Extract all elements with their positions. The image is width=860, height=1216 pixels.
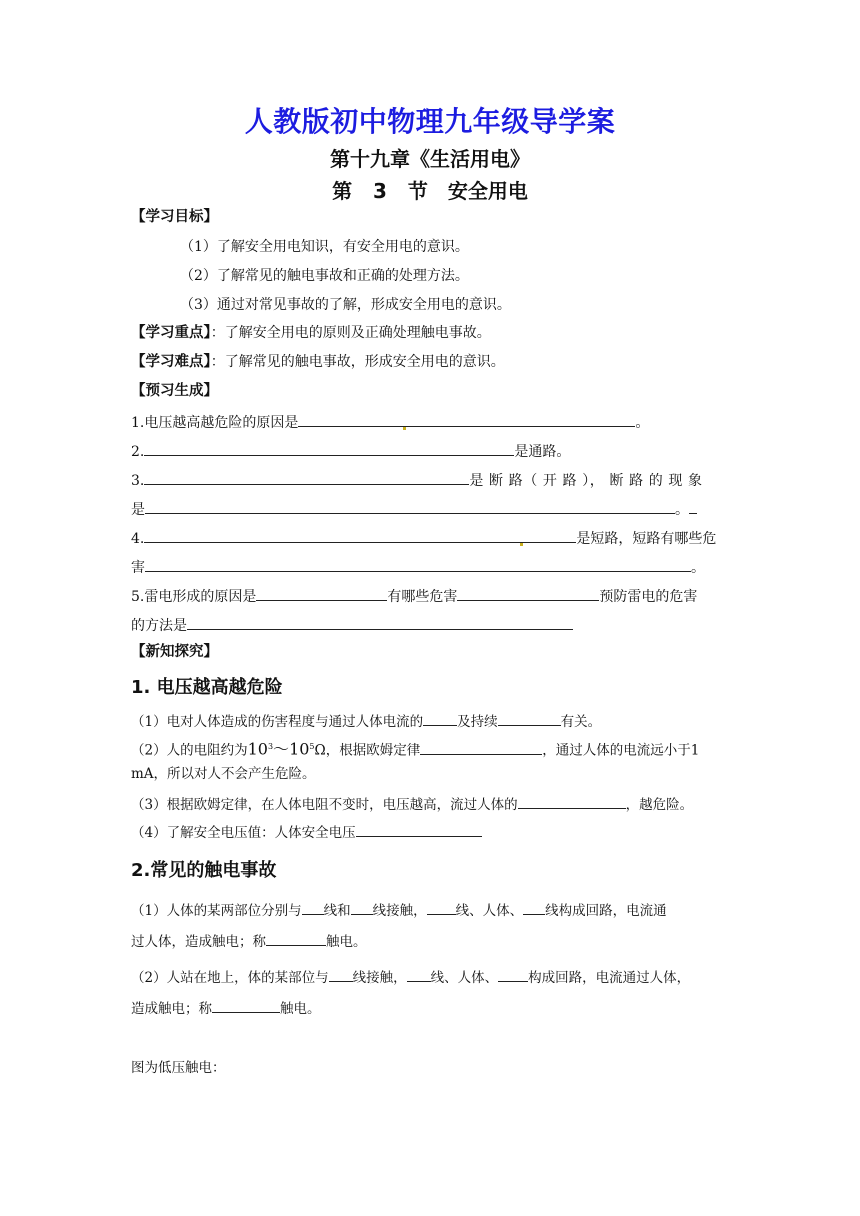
item-text: 线、人体、 bbox=[430, 970, 499, 986]
explore-item-2 bbox=[131, 737, 699, 761]
question-text: 2. bbox=[131, 444, 145, 460]
explore-item-1 bbox=[131, 709, 601, 732]
goal-item: （1）了解安全用电知识，有安全用电的意识。 bbox=[180, 239, 469, 255]
chapter-title: 第十九章《生活用电》 bbox=[330, 147, 530, 171]
answer-blank[interactable] bbox=[266, 929, 326, 946]
answer-blank[interactable] bbox=[187, 613, 573, 630]
explore-item-3 bbox=[131, 792, 693, 815]
answer-blank[interactable] bbox=[329, 965, 353, 982]
question-text: 4. bbox=[131, 531, 145, 547]
preview-header: 【预习生成】 bbox=[131, 383, 218, 399]
item-text: 过人体，造成触电；称 bbox=[131, 934, 266, 950]
item-text: 及持续 bbox=[457, 714, 498, 730]
question-text: 有哪些危害 bbox=[387, 589, 458, 605]
question-text: 是通路。 bbox=[514, 444, 571, 460]
item-text: 构成回路，电流通过人体， bbox=[528, 970, 691, 986]
explore-header: 【新知探究】 bbox=[131, 644, 218, 660]
answer-blank[interactable] bbox=[144, 439, 514, 456]
accident-item-1 bbox=[131, 898, 667, 921]
item-text: 造成触电；称 bbox=[131, 1001, 212, 1017]
answer-blank[interactable] bbox=[356, 820, 482, 837]
goal-item: （3）通过对常见事故的了解，形成安全用电的意识。 bbox=[180, 297, 511, 313]
question-text: 是短路，短路有哪些危 bbox=[576, 531, 717, 547]
item-text: （1）电对人体造成的伤害程度与通过人体电流的 bbox=[131, 714, 424, 730]
preview-question-3 bbox=[131, 468, 703, 491]
marker-dot bbox=[403, 427, 406, 430]
difficulty-text: ：了解常见的触电事故，形成安全用电的意识。 bbox=[210, 354, 505, 370]
answer-blank[interactable] bbox=[212, 996, 280, 1013]
answer-blank[interactable] bbox=[351, 898, 373, 915]
preview-question-1 bbox=[131, 410, 649, 433]
preview-question-5-cont bbox=[131, 613, 573, 636]
preview-question-4 bbox=[131, 526, 716, 549]
question-text: 。 bbox=[691, 560, 705, 576]
item-text: 线接触， bbox=[372, 903, 427, 919]
question-text: 是 bbox=[131, 502, 145, 518]
answer-blank[interactable] bbox=[144, 468, 469, 485]
goals-header: 【学习目标】 bbox=[131, 209, 218, 225]
math-tilde: ～ bbox=[273, 739, 290, 759]
question-text: 是 断 路（ 开 路 ）， 断 路 的 现 象 bbox=[469, 473, 703, 489]
explore-item-4 bbox=[131, 820, 482, 843]
math-exponent: 3 bbox=[267, 742, 274, 751]
accident-item-1-cont bbox=[131, 929, 367, 952]
difficulty-line bbox=[131, 352, 505, 372]
subsection-heading-1: 1. 电压越高越危险 bbox=[131, 677, 283, 698]
document-title: 人教版初中物理九年级导学案 bbox=[244, 105, 616, 138]
answer-blank[interactable] bbox=[145, 497, 675, 514]
item-text: Ω，根据欧姆定律 bbox=[314, 742, 421, 759]
item-text: 线、人体、 bbox=[455, 903, 524, 919]
item-text: （2）人站在地上，体的某部位与 bbox=[131, 970, 329, 986]
question-text: 的方法是 bbox=[131, 618, 187, 634]
item-text: （1）人体的某两部位分别与 bbox=[131, 903, 302, 919]
figure-caption: 图为低压触电： bbox=[131, 1060, 226, 1076]
key-point-line bbox=[131, 323, 491, 343]
marker-dot bbox=[520, 543, 523, 546]
item-text: 线和 bbox=[323, 903, 351, 919]
answer-blank[interactable] bbox=[423, 709, 457, 726]
item-text: 触电。 bbox=[326, 934, 367, 950]
question-text: 1.电压越高越危险的原因是 bbox=[131, 415, 299, 431]
item-text: （3）根据欧姆定律，在人体电阻不变时，电压越高，流过人体的 bbox=[131, 797, 518, 813]
answer-blank[interactable] bbox=[427, 898, 456, 915]
accident-item-2-cont bbox=[131, 996, 321, 1019]
item-text: 线构成回路，电流通 bbox=[545, 903, 667, 919]
math-base: 10 bbox=[247, 739, 268, 759]
math-base: 10 bbox=[289, 739, 310, 759]
question-text: 3. bbox=[131, 473, 145, 489]
accident-item-2 bbox=[131, 965, 690, 988]
answer-blank[interactable] bbox=[407, 965, 431, 982]
answer-blank[interactable] bbox=[144, 526, 576, 543]
item-text: （4）了解安全电压值：人体安全电压 bbox=[131, 825, 356, 841]
answer-blank[interactable] bbox=[298, 410, 635, 427]
item-text: 线接触， bbox=[352, 970, 407, 986]
preview-question-5 bbox=[131, 584, 697, 607]
difficulty-header: 【学习难点】 bbox=[131, 354, 211, 370]
answer-blank bbox=[689, 497, 697, 514]
key-point-text: ：了解安全用电的原则及正确处理触电事故。 bbox=[210, 325, 491, 341]
item-text: （2）人的电阻约为 bbox=[131, 742, 248, 759]
item-text: 有关。 bbox=[560, 714, 602, 730]
preview-question-3-cont bbox=[131, 497, 697, 520]
answer-blank[interactable] bbox=[256, 584, 387, 601]
answer-blank[interactable] bbox=[420, 738, 542, 755]
answer-blank[interactable] bbox=[457, 584, 599, 601]
answer-blank[interactable] bbox=[518, 792, 626, 809]
item-text: ，通过人体的电流远小于1 bbox=[542, 742, 700, 759]
preview-question-4-cont bbox=[131, 555, 705, 578]
item-text: ，越危险。 bbox=[625, 797, 694, 813]
question-text: 。 bbox=[635, 415, 650, 431]
subsection-heading-2: 2.常见的触电事故 bbox=[131, 860, 277, 881]
question-text: 。 bbox=[675, 502, 689, 518]
preview-question-2 bbox=[131, 439, 570, 462]
section-title: 第 3 节 安全用电 bbox=[332, 179, 528, 203]
item-text: 触电。 bbox=[280, 1001, 321, 1017]
goal-item: （2）了解常见的触电事故和正确的处理方法。 bbox=[180, 268, 469, 284]
answer-blank[interactable] bbox=[523, 898, 545, 915]
question-text: 害 bbox=[131, 560, 145, 576]
answer-blank[interactable] bbox=[145, 555, 691, 572]
answer-blank[interactable] bbox=[302, 898, 324, 915]
question-text: 预防雷电的危害 bbox=[599, 589, 698, 605]
answer-blank[interactable] bbox=[498, 965, 528, 982]
answer-blank[interactable] bbox=[498, 709, 561, 726]
key-point-header: 【学习重点】 bbox=[131, 325, 211, 341]
question-text: 5.雷电形成的原因是 bbox=[131, 589, 257, 605]
explore-item-2-cont: mA，所以对人不会产生危险。 bbox=[131, 766, 316, 782]
math-exponent: 5 bbox=[309, 742, 315, 751]
